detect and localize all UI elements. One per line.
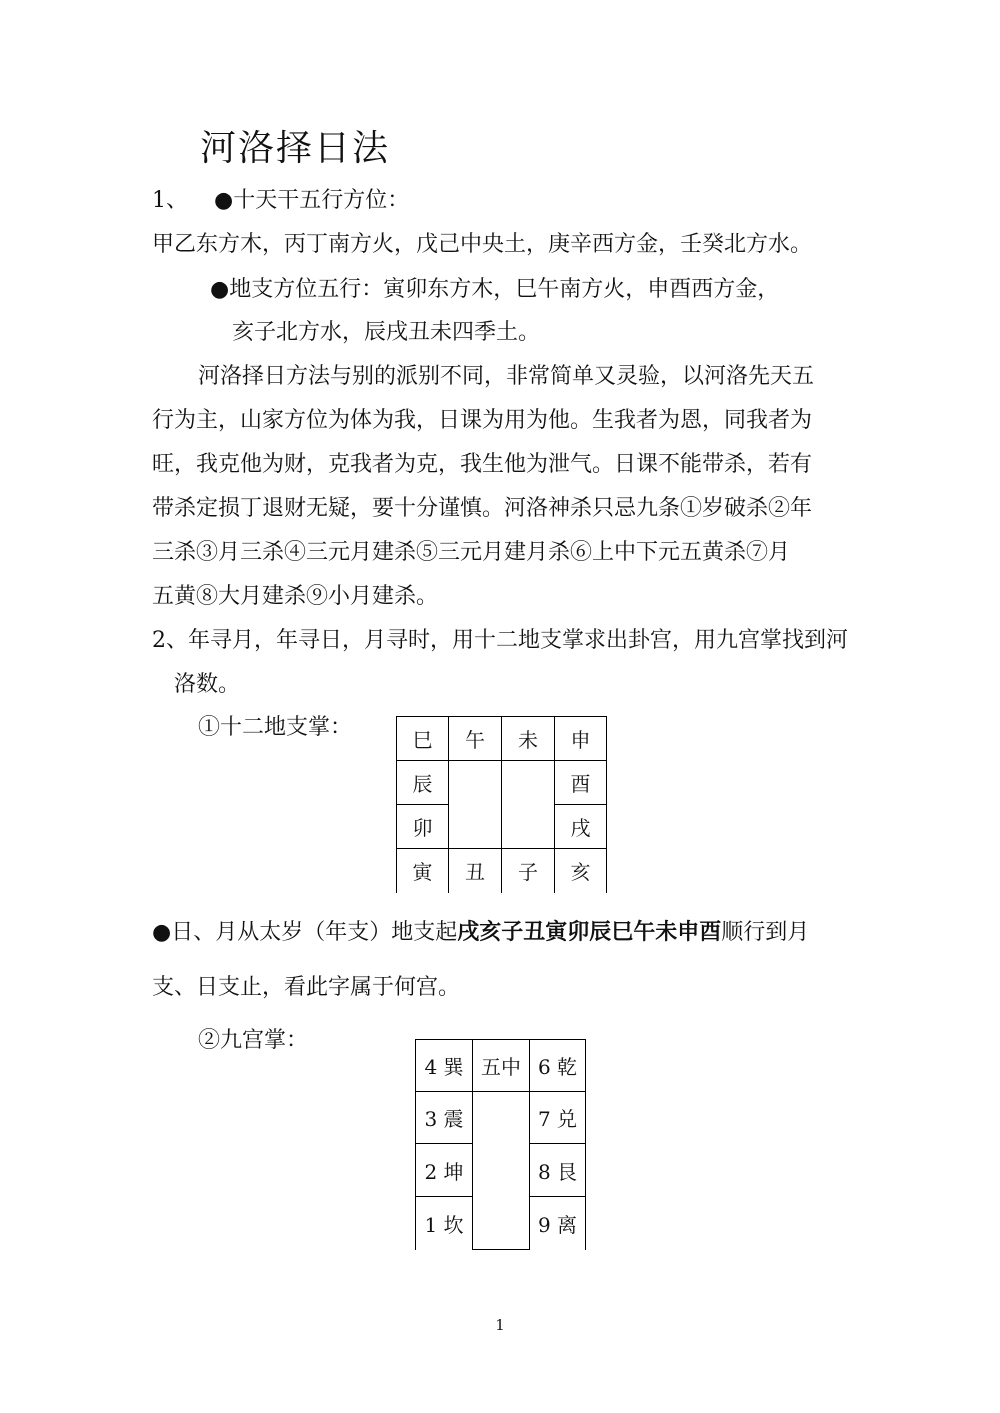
nine-palaces-palm-table <box>415 1039 586 1250</box>
section-2-line-2: 洛数。 <box>174 672 241 697</box>
paragraph-line: 带杀定损丁退财无疑，要十分谨慎。河洛神杀只忌九条①岁破杀②年 <box>152 496 813 521</box>
palm12-cell: 巳 <box>397 717 449 761</box>
palm12-cell: 丑 <box>449 849 502 893</box>
palm9-cell: 9 离 <box>530 1197 586 1250</box>
palm9-cell: 2 坤 <box>416 1144 473 1197</box>
paragraph-line: 三杀③月三杀④三元月建杀⑤三元月建月杀⑥上中下元五黄杀⑦月 <box>152 540 791 565</box>
palm12-cell: 申 <box>555 717 607 761</box>
palm9-cell: 4 巽 <box>416 1040 473 1092</box>
rule-line-2: 支、日支止，看此字属于何宫。 <box>152 975 461 1000</box>
section-1-heading: ●十天干五行方位： <box>214 188 410 213</box>
palm12-cell: 寅 <box>397 849 449 893</box>
twelve-branches-palm-table <box>396 716 607 893</box>
palm12-cell: 戌 <box>555 805 607 849</box>
branches-heading: ●地支方位五行：寅卯东方木，巳午南方火，申酉西方金， <box>210 277 780 302</box>
palm9-cell: 7 兑 <box>530 1092 586 1144</box>
palm12-cell: 亥 <box>555 849 607 893</box>
page-title: 河洛择日法 <box>200 128 391 169</box>
paragraph-line: 行为主，山家方位为体为我，日课为用为他。生我者为恩，同我者为 <box>152 408 813 433</box>
page-number: 1 <box>495 1316 505 1334</box>
rule-suffix: 顺行到月 <box>721 920 810 945</box>
palm12-cell: 午 <box>449 717 502 761</box>
palm12-empty-cell <box>502 761 555 849</box>
rule-prefix: ●日、月从太岁（年支）地支起 <box>152 920 458 945</box>
section-1-number: 1、 <box>152 188 188 213</box>
stems-direction-line: 甲乙东方木，丙丁南方火，戊己中央土，庚辛西方金，壬癸北方水。 <box>152 232 813 257</box>
paragraph-line: 五黄⑧大月建杀⑨小月建杀。 <box>152 584 439 609</box>
paragraph-line: 旺，我克他为财，克我者为克，我生他为泄气。日课不能带杀，若有 <box>152 452 813 477</box>
palm9-cell: 五中 <box>473 1040 530 1092</box>
palm12-cell: 辰 <box>397 761 449 805</box>
palm12-cell: 酉 <box>555 761 607 805</box>
palm9-label: ②九宫掌： <box>198 1028 309 1053</box>
rule-branch-sequence: 戌亥子丑寅卯辰巳午未申酉 <box>457 920 722 945</box>
rule-line-1 <box>152 918 809 948</box>
section-2-line-1: 2、年寻月，年寻日，月寻时，用十二地支掌求出卦宫，用九宫掌找到河 <box>152 628 848 653</box>
palm9-cell: 8 艮 <box>530 1144 586 1197</box>
palm12-empty-cell <box>449 761 502 849</box>
palm12-cell: 卯 <box>397 805 449 849</box>
palm12-cell: 未 <box>502 717 555 761</box>
palm9-cell: 3 震 <box>416 1092 473 1144</box>
paragraph-line: 河洛择日方法与别的派别不同，非常简单又灵验，以河洛先天五 <box>198 364 815 389</box>
palm9-empty-cell <box>473 1092 530 1250</box>
palm12-cell: 子 <box>502 849 555 893</box>
palm9-cell: 1 坎 <box>416 1197 473 1250</box>
palm12-label: ①十二地支掌： <box>198 715 353 740</box>
branches-line-2: 亥子北方水，辰戌丑未四季土。 <box>232 320 541 345</box>
palm9-cell: 6 乾 <box>530 1040 586 1092</box>
